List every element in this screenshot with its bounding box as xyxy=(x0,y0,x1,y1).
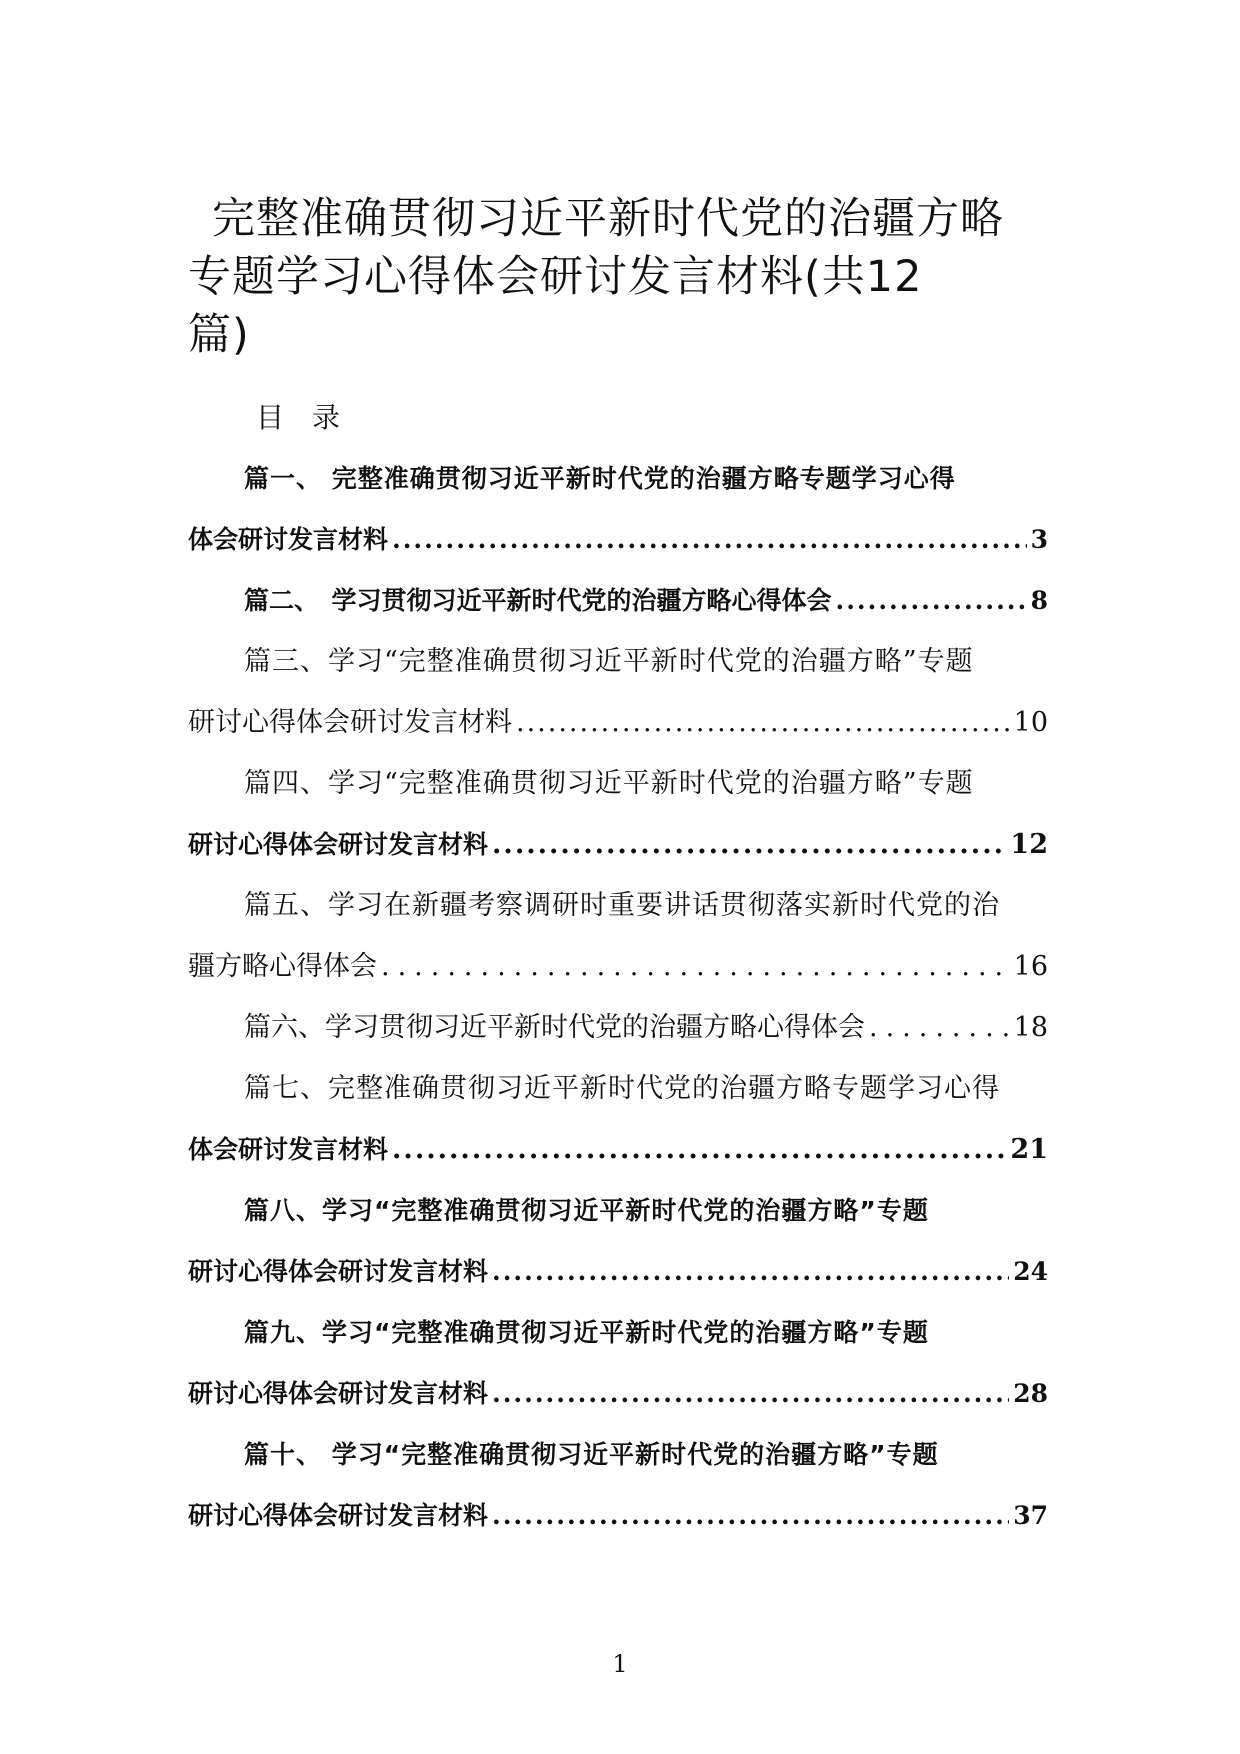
toc-entry-title: 篇九、学习“完整准确贯彻习近平新时代党的治疆方略”专题 xyxy=(244,1318,929,1347)
page-number: 1 xyxy=(612,1650,628,1678)
toc-heading: 目录 xyxy=(256,401,369,434)
toc-entry-title: 篇二、 学习贯彻习近平新时代党的治疆方略心得体会 xyxy=(244,586,832,615)
toc-entry-title: 篇三、学习“完整准确贯彻习近平新时代党的治疆方略”专题 xyxy=(244,646,974,677)
toc-page-number: 12 xyxy=(1010,829,1048,860)
toc-entry-title-cont: 研讨心得体会研讨发言材料 xyxy=(188,707,512,738)
toc-entry-title-cont: 疆方略心得体会 xyxy=(188,951,377,982)
toc-entry-3[interactable] xyxy=(188,631,1048,753)
toc-entry-title-cont: 研讨心得体会研讨发言材料 xyxy=(188,1379,489,1408)
table-of-contents xyxy=(188,448,1048,1546)
toc-entry-title: 篇六、学习贯彻习近平新时代党的治疆方略心得体会 xyxy=(244,1012,865,1043)
toc-entry-title-cont: 体会研讨发言材料 xyxy=(188,525,389,554)
title-line: 专题学习心得体会研讨发言材料(共12 xyxy=(188,252,923,302)
toc-page-number: 3 xyxy=(1030,525,1048,554)
toc-page-number: 21 xyxy=(1010,1134,1048,1165)
toc-entry-title-cont: 研讨心得体会研讨发言材料 xyxy=(188,1257,489,1286)
dot-leader xyxy=(492,1363,1009,1424)
toc-page-number: 28 xyxy=(1013,1379,1048,1408)
toc-entry-4[interactable] xyxy=(188,753,1048,875)
dot-leader xyxy=(516,692,1010,753)
toc-entry-title-cont: 研讨心得体会研讨发言材料 xyxy=(188,1501,489,1530)
dot-leader xyxy=(392,1119,1006,1180)
document-title xyxy=(188,190,1048,364)
toc-entry-6[interactable] xyxy=(188,997,1048,1058)
dot-leader xyxy=(381,936,1010,997)
toc-entry-title-cont: 研讨心得体会研讨发言材料 xyxy=(188,830,489,859)
toc-entry-9[interactable] xyxy=(188,1302,1048,1424)
toc-entry-title-cont: 体会研讨发言材料 xyxy=(188,1135,389,1164)
dot-leader xyxy=(392,509,1027,570)
title-line: 完整准确贯彻习近平新时代党的治疆方略 xyxy=(212,194,1004,244)
dot-leader xyxy=(492,1485,1009,1546)
toc-page-number: 8 xyxy=(1030,586,1048,615)
toc-entry-7[interactable] xyxy=(188,1058,1048,1180)
toc-entry-title: 篇四、学习“完整准确贯彻习近平新时代党的治疆方略”专题 xyxy=(244,768,974,799)
toc-page-number: 16 xyxy=(1013,951,1048,982)
toc-page-number: 37 xyxy=(1013,1501,1048,1530)
toc-entry-title: 篇一、 完整准确贯彻习近平新时代党的治疆方略专题学习心得 xyxy=(244,464,956,493)
toc-entry-8[interactable] xyxy=(188,1180,1048,1302)
toc-entry-2[interactable] xyxy=(188,570,1048,631)
toc-entry-title: 篇十、 学习“完整准确贯彻习近平新时代党的治疆方略”专题 xyxy=(244,1440,939,1469)
dot-leader xyxy=(869,997,1010,1058)
toc-page-number: 18 xyxy=(1013,1012,1048,1043)
dot-leader xyxy=(492,1241,1009,1302)
toc-entry-title: 篇八、学习“完整准确贯彻习近平新时代党的治疆方略”专题 xyxy=(244,1196,929,1225)
toc-entry-1[interactable] xyxy=(188,448,1048,570)
toc-entry-5[interactable] xyxy=(188,875,1048,997)
toc-page-number: 24 xyxy=(1013,1257,1048,1286)
toc-entry-title: 篇七、完整准确贯彻习近平新时代党的治疆方略专题学习心得 xyxy=(244,1073,1000,1104)
toc-entry-10[interactable] xyxy=(188,1424,1048,1546)
toc-page-number: 10 xyxy=(1013,707,1048,738)
toc-entry-title: 篇五、学习在新疆考察调研时重要讲话贯彻落实新时代党的治 xyxy=(244,890,1000,921)
dot-leader xyxy=(492,814,1006,875)
dot-leader xyxy=(836,570,1027,631)
title-line: 篇) xyxy=(188,310,250,360)
